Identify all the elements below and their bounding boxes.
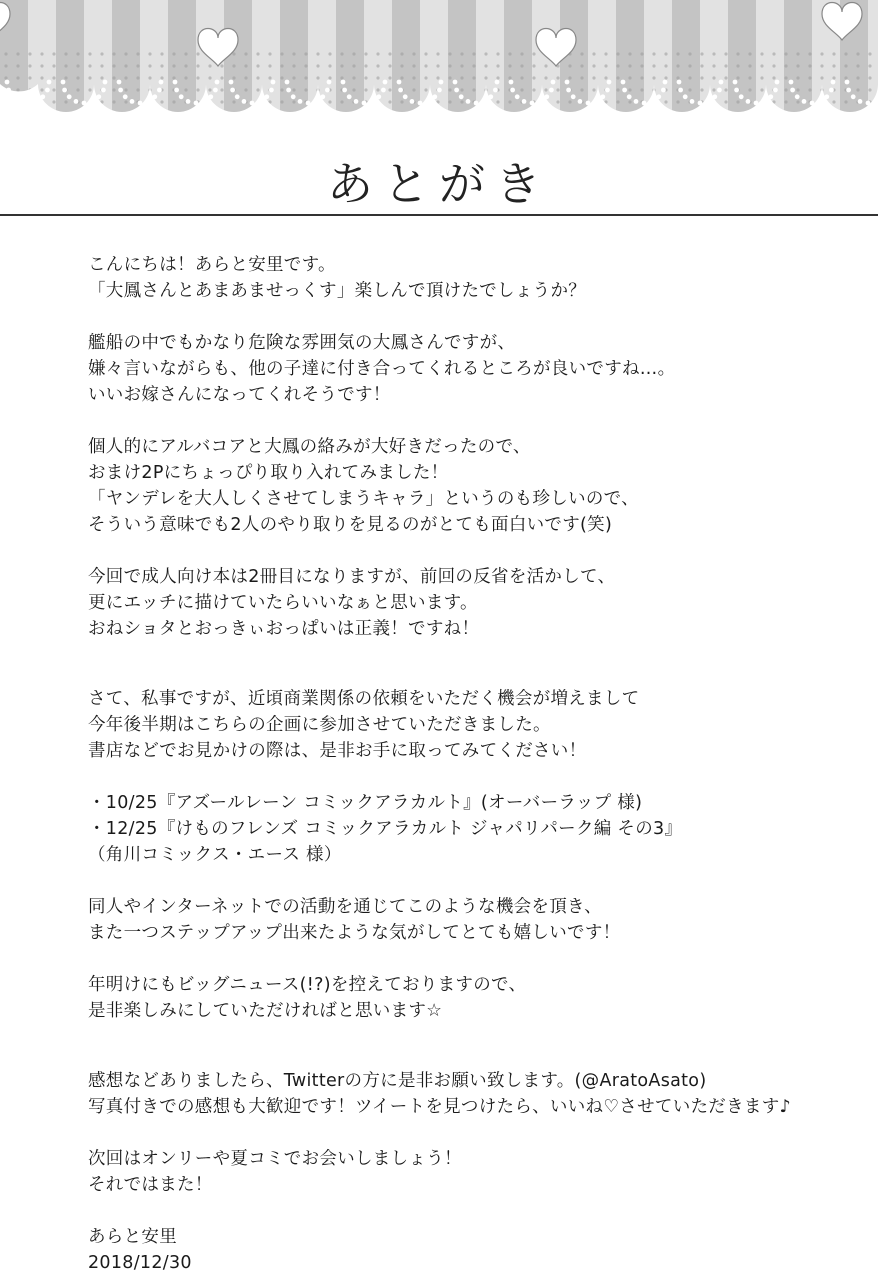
text-line: また一つステップアップ出来たような気がしてとても嬉しいです！ [88, 923, 621, 943]
scallop-dot [642, 101, 647, 106]
scallop-dot [677, 80, 682, 85]
scallop-dot [586, 101, 591, 106]
scallop-dot [544, 94, 549, 99]
scallop-dot [67, 94, 72, 99]
scallop-dot [775, 80, 780, 85]
scallop-dot [824, 94, 829, 99]
scallop-dot [152, 94, 157, 99]
scallop-dot [768, 94, 773, 99]
text-line: さて、私事ですが、近頃商業関係の依頼をいただく機会が増えまして [88, 689, 640, 709]
scallop-dot [410, 99, 415, 104]
scallop-dot [663, 80, 668, 85]
scallop-dot [459, 94, 464, 99]
paragraph [88, 252, 858, 304]
paragraph [88, 686, 858, 764]
scallop-dot [656, 94, 661, 99]
paragraph [88, 972, 858, 1024]
scallop-dot [627, 94, 632, 99]
scallop-dot [866, 101, 871, 106]
scallop-dot [130, 99, 135, 104]
scallop-dot [605, 88, 610, 93]
scallop-dot [818, 99, 823, 104]
scallop-dot [370, 99, 375, 104]
scallop-dot [286, 88, 291, 93]
scallop-dot [215, 80, 220, 85]
scallop-dot [810, 101, 815, 106]
scallop-dot [40, 94, 45, 99]
paragraph-gap [88, 946, 858, 972]
paragraph-gap [88, 764, 858, 790]
scallop-dot [376, 94, 381, 99]
scallop-dot [18, 99, 23, 104]
scallop-dot [439, 80, 444, 85]
scallop-dot [530, 101, 535, 106]
scallop-dot [341, 80, 346, 85]
text-line: おまけ2Pにちょっぴり取り入れてみました！ [88, 463, 449, 483]
text-line: それではまた！ [88, 1175, 213, 1195]
text-line: 年明けにもビッグニュース(!?)を控えておりますので、 [88, 975, 527, 995]
text-line: 是非楽しみにしていただければと思います☆ [88, 1001, 443, 1021]
scallop-dot [397, 80, 402, 85]
paragraph [88, 790, 858, 868]
scallop-dot [362, 101, 367, 106]
scallop-dot [291, 94, 296, 99]
text-line: 嫌々言いながらも、他の子達に付き合ってくれるところが良いですね…。 [88, 359, 676, 379]
paragraph [88, 564, 858, 642]
paragraph-gap [88, 868, 858, 894]
scallop-dot [117, 80, 122, 85]
scallop-dot [746, 99, 751, 104]
scallop-dot [5, 80, 10, 85]
paragraph-gap [88, 408, 858, 434]
scallop-dot [285, 80, 290, 85]
scallop-dot [522, 99, 527, 104]
scallop-dot [773, 88, 778, 93]
scallop-dot [719, 80, 724, 85]
scallop-dot [103, 80, 108, 85]
scallop-dot [325, 88, 330, 93]
scallop-dot [739, 94, 744, 99]
scallop-dot [846, 88, 851, 93]
scallop-dot [712, 94, 717, 99]
scallop-dot [488, 94, 493, 99]
scallop-dot [690, 99, 695, 104]
scallop-dot [202, 99, 207, 104]
scallop-dot [354, 99, 359, 104]
paragraph-gap [88, 1120, 858, 1146]
scallop-dot [208, 94, 213, 99]
paragraph [88, 1146, 858, 1198]
scallop-dot [754, 101, 759, 106]
scallop-dot [258, 99, 263, 104]
afterword-body [88, 252, 858, 1276]
scallop-dot [858, 99, 863, 104]
paragraph [88, 1068, 858, 1120]
scallop-dot [62, 88, 67, 93]
scallop-dot [698, 101, 703, 106]
scallop-dot [45, 88, 50, 93]
scallop-dot [789, 80, 794, 85]
scallop-dot [578, 99, 583, 104]
scallop-dot [174, 88, 179, 93]
scallop-dot [515, 94, 520, 99]
scallop-dot [26, 101, 31, 106]
text-line: おねショタとおっきぃおっぱいは正義！ですね！ [88, 619, 480, 639]
scallop-dot [123, 94, 128, 99]
scallop-dot [34, 99, 39, 104]
scallop-dot [607, 80, 612, 85]
scallop-dot [831, 80, 836, 85]
scallop-dot [61, 80, 66, 85]
scallop-dot [194, 101, 199, 106]
text-line: 同人やインターネットでの活動を通じてこのような機会を頂き、 [88, 897, 602, 917]
text-line: 書店などでお見かけの際は、是非お手に取ってみてください！ [88, 741, 587, 761]
header-banner [0, 0, 878, 118]
text-line: こんにちは！あらと安里です。 [88, 255, 336, 275]
text-line: 「大鳳さんとあまあませっくす」楽しんで頂けたでしょうか？ [88, 281, 587, 301]
scallop-dot [101, 88, 106, 93]
text-line: 2018/12/30 [88, 1253, 192, 1273]
scallop-dot [634, 99, 639, 104]
text-line: 更にエッチに描けていたらいいなぁと思います。 [88, 593, 478, 613]
scallop-dot [733, 80, 738, 85]
text-line: そういう意味でも2人のやり取りを見るのがとても面白いです(笑) [88, 515, 613, 535]
scallop-dot [538, 99, 543, 104]
text-line: いいお嫁さんになってくれそうです！ [88, 385, 391, 405]
scallop-dot [493, 88, 498, 93]
paragraph [88, 1224, 858, 1276]
scallop-dot [383, 80, 388, 85]
scallop-dot [264, 94, 269, 99]
scallop-dot [327, 80, 332, 85]
scallop-dot [495, 80, 500, 85]
scallop-dot [571, 94, 576, 99]
scallop-dot [734, 88, 739, 93]
scallop-dot [381, 88, 386, 93]
scallop-dot [594, 99, 599, 104]
scallop-dot [790, 88, 795, 93]
scallop-dot [306, 101, 311, 106]
scallop-dot [11, 94, 16, 99]
text-line: 写真付きでの感想も大歓迎です！ツイートを見つけたら、いいね♡させていただきます♪ [88, 1097, 791, 1117]
scallop-dot [845, 80, 850, 85]
scallop-dot [159, 80, 164, 85]
scallop-dot [271, 80, 276, 85]
paragraph-gap [88, 538, 858, 564]
text-line: 次回はオンリーや夏コミでお会いしましょう！ [88, 1149, 462, 1169]
scallop-dot [179, 94, 184, 99]
scallop-dot [566, 88, 571, 93]
scallop-dot [47, 80, 52, 85]
scallop-dot [650, 99, 655, 104]
scallop-dot [565, 80, 570, 85]
text-line: ・12/25『けものフレンズ コミックアラカルト ジャパリパーク編 その3』 [88, 819, 683, 839]
scallop-dot [347, 94, 352, 99]
paragraph [88, 434, 858, 538]
scallop-dot [509, 80, 514, 85]
scallop-dot [242, 99, 247, 104]
paragraph [88, 330, 858, 408]
scallop-dot [466, 99, 471, 104]
text-line: ・10/25『アズールレーン コミックアラカルト』(オーバーラップ 様) [88, 793, 643, 813]
scallop-dot [230, 88, 235, 93]
scallop-dot [82, 101, 87, 106]
scallop-dot [474, 101, 479, 106]
paragraph-gap [88, 642, 858, 686]
paragraph [88, 894, 858, 946]
scallop-dot [829, 88, 834, 93]
scallop-dot [96, 94, 101, 99]
scallop-dot [314, 99, 319, 104]
scallop-dot [874, 99, 878, 104]
scallop-dot [138, 101, 143, 106]
text-line: 今回で成人向け本は2冊目になりますが、前回の反省を活かして、 [88, 567, 616, 587]
scallop-dot [762, 99, 767, 104]
paragraph-gap [88, 1024, 858, 1068]
scallop-dot [551, 80, 556, 85]
scallop-dot [432, 94, 437, 99]
scallop-dot [661, 88, 666, 93]
scallop-dot [403, 94, 408, 99]
scallop-dot [621, 80, 626, 85]
scallop-dot [146, 99, 151, 104]
scallop-dot [678, 88, 683, 93]
text-line: 感想などありましたら、Twitterの方に是非お願い致します。(@AratoAsato) [88, 1071, 707, 1091]
scallop-dot [342, 88, 347, 93]
title-divider [0, 214, 878, 216]
scallop-dot [320, 94, 325, 99]
text-line: 「ヤンデレを大人しくさせてしまうキャラ」というのも珍しいので、 [88, 489, 639, 509]
scallop-dot [851, 94, 856, 99]
scallop-dot [706, 99, 711, 104]
scallop-dot [437, 88, 442, 93]
scallop-dot [418, 101, 423, 106]
scallop-dot [453, 80, 458, 85]
scallop-dot [549, 88, 554, 93]
scallop-dot [6, 88, 11, 93]
scallop-dot [213, 88, 218, 93]
scallop-dot [229, 80, 234, 85]
scallop-dot [269, 88, 274, 93]
scallop-dot [157, 88, 162, 93]
text-line: 個人的にアルバコアと大鳳の絡みが大好きだったので、 [88, 437, 531, 457]
text-line: あらと安里 [88, 1227, 177, 1247]
text-line: （角川コミックス・エース 様） [88, 845, 342, 865]
paragraph-gap [88, 304, 858, 330]
scallop-dot [398, 88, 403, 93]
page-title: あとがき [327, 157, 551, 211]
paragraph-gap [88, 1198, 858, 1224]
scallop-dot [795, 94, 800, 99]
text-line: 今年後半期はこちらの企画に参加させていただきました。 [88, 715, 551, 735]
scallop-dot [600, 94, 605, 99]
scallop-dot [173, 80, 178, 85]
scallop-dot [802, 99, 807, 104]
scallop-dot [454, 88, 459, 93]
text-line: 艦船の中でもかなり危険な雰囲気の大鳳さんですが、 [88, 333, 516, 353]
scallop-dot [250, 101, 255, 106]
scallop-dot [235, 94, 240, 99]
scallop-dot [510, 88, 515, 93]
scallop-dot [426, 99, 431, 104]
scallop-dot [622, 88, 627, 93]
scallop-dot [482, 99, 487, 104]
scallop-dot [118, 88, 123, 93]
scallop-dot [683, 94, 688, 99]
scallop-dot [298, 99, 303, 104]
scallop-dot [74, 99, 79, 104]
scallop-dot [186, 99, 191, 104]
scallop-dot [717, 88, 722, 93]
scallop-dot [90, 99, 95, 104]
